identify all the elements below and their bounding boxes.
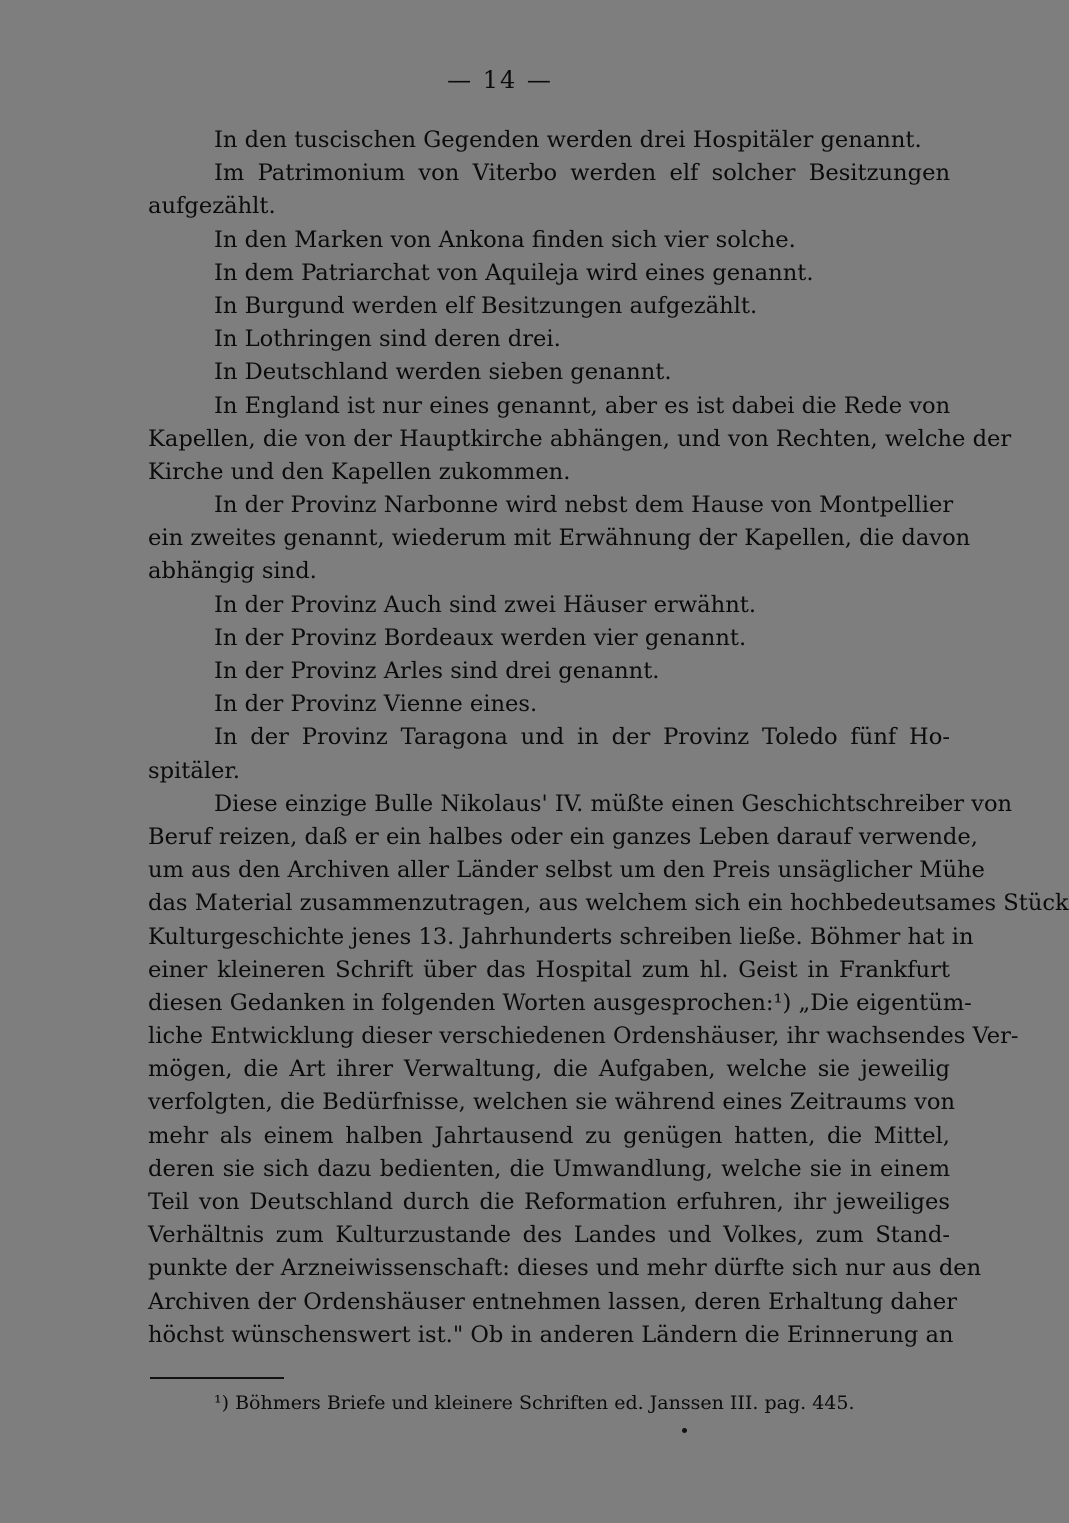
text-line: Teil von Deutschland durch die Reformation erfuhren, ihr jeweiliges [148,1189,950,1215]
footnote: ¹) Böhmers Briefe und kleinere Schriften ed. Janssen III. pag. 445. [214,1392,855,1414]
ink-speck [682,1428,687,1433]
text-line: In der Provinz Auch sind zwei Häuser erwähnt. [214,591,757,618]
text-line: spitäler. [148,757,240,784]
text-line: einer kleineren Schrift über das Hospital zum hl. Geist in Frankfurt [148,956,950,983]
text-line: liche Entwicklung dieser verschiedenen Ordenshäuser, ihr wachsendes Ver- [148,1023,1019,1050]
text-line: Diese einzige Bulle Nikolaus' IV. müßte einen Geschichtschreiber von [214,790,1013,817]
footnote-divider [150,1377,284,1379]
text-line: um aus den Archiven aller Länder selbst um den Preis unsäglicher Mühe [148,857,985,884]
text-line: aufgezählt. [148,193,276,220]
text-line: mögen, die Art ihrer Verwaltung, die Aufgaben, welche sie jeweilig [148,1056,950,1083]
text-line: Verhältnis zum Kulturzustande des Landes und Volkes, zum Stand- [148,1222,950,1249]
text-line: In den Marken von Ankona finden sich vier solche. [214,226,796,253]
text-line: deren sie sich dazu bedienten, die Umwandlung, welche sie in einem [148,1155,950,1182]
text-line: In der Provinz Vienne eines. [214,691,538,718]
main-text [148,124,1069,1352]
text-line: In dem Patriarchat von Aquileja wird eines genannt. [214,259,814,286]
text-line: das Material zusammenzutragen, aus welchem sich ein hochbedeutsames Stück [148,890,1069,917]
text-line: In der Provinz Taragona und in der Provinz Toledo fünf Ho- [214,724,950,751]
text-line: höchst wünschenswert ist." Ob in anderen Ländern die Erinnerung an [148,1321,954,1348]
text-line: In Deutschland werden sieben genannt. [214,359,672,386]
text-line: In der Provinz Arles sind drei genannt. [214,658,660,684]
text-line: In Burgund werden elf Besitzungen aufgezählt. [214,292,758,319]
text-line: In Lothringen sind deren drei. [214,326,561,353]
text-line: Kapellen, die von der Hauptkirche abhängen, und von Rechten, welche der [148,425,1012,452]
text-line: ein zweites genannt, wiederum mit Erwähnung der Kapellen, die davon [148,525,971,552]
text-line: Archiven der Ordenshäuser entnehmen lassen, deren Erhaltung daher [148,1288,957,1315]
text-line: diesen Gedanken in folgenden Worten ausgesprochen:¹) „Die eigentüm- [148,989,972,1016]
text-line: verfolgten, die Bedürfnisse, welchen sie während eines Zeitraums von [148,1089,956,1116]
text-line: In der Provinz Narbonne wird nebst dem Hause von Montpellier [214,492,954,519]
text-line: Kulturgeschichte jenes 13. Jahrhunderts schreiben ließe. Böhmer hat in [148,923,974,950]
text-line: Im Patrimonium von Viterbo werden elf solcher Besitzungen [214,160,950,187]
text-line: abhängig sind. [148,558,317,585]
text-line: punkte der Arzneiwissenschaft: dieses und mehr dürfte sich nur aus den [148,1255,982,1282]
text-line: Beruf reizen, daß er ein halbes oder ein ganzes Leben darauf verwende, [148,823,978,850]
text-line: mehr als einem halben Jahrtausend zu genügen hatten, die Mittel, [148,1122,950,1149]
text-line: In England ist nur eines genannt, aber es ist dabei die Rede von [214,392,951,419]
text-line: In den tuscischen Gegenden werden drei Hospitäler genannt. [214,127,922,153]
text-line: In der Provinz Bordeaux werden vier genannt. [214,624,747,651]
text-line: Kirche und den Kapellen zukommen. [148,458,571,485]
page-number: — 14 — [447,66,553,94]
